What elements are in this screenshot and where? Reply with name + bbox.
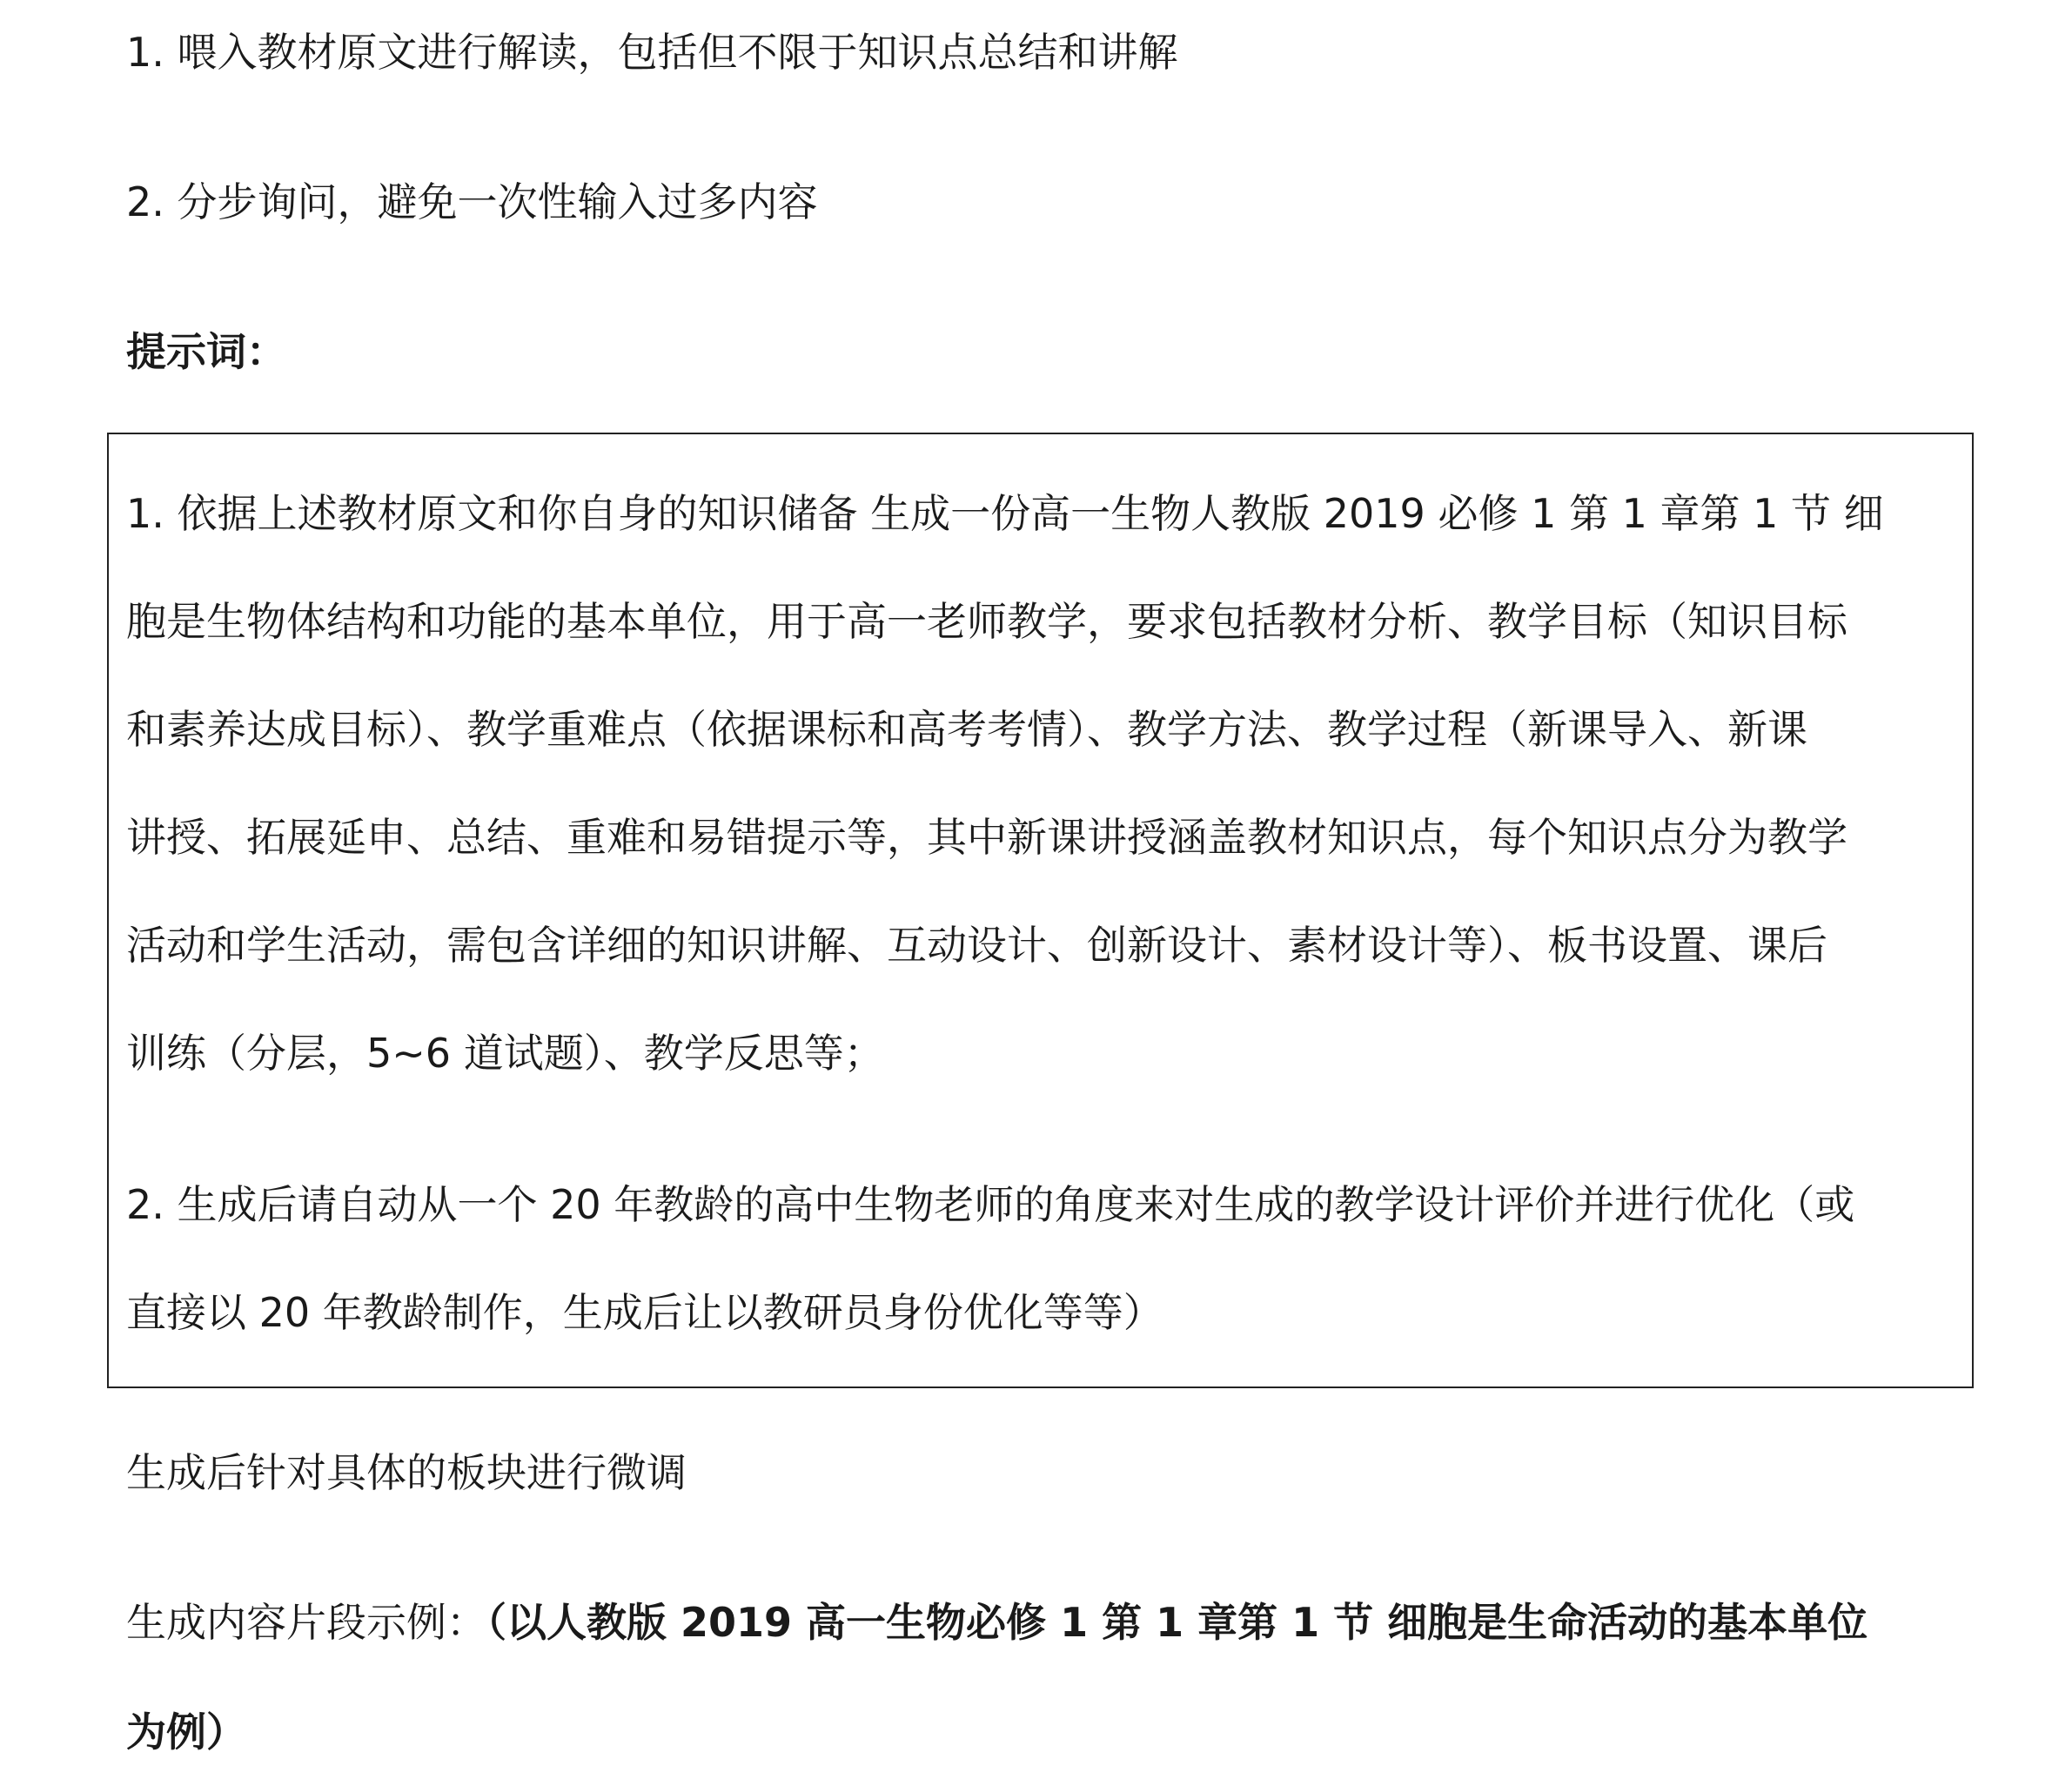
intro-item-2: 2. 分步询问，避免一次性输入过多内容 [126, 178, 818, 225]
prompt-box [107, 433, 1974, 1388]
prompt-heading: 提示词： [126, 328, 286, 375]
prompt-item-1-line-6: 训练（分层，5~6 道试题）、教学反思等； [126, 1030, 884, 1077]
example-label: 生成内容片段示例： [126, 1599, 486, 1646]
example-bold-2: 为例） [126, 1709, 246, 1756]
intro-item-1: 1. 喂入教材原文进行解读，包括但不限于知识点总结和讲解 [126, 29, 1178, 76]
prompt-item-1-line-1: 1. 依据上述教材原文和你自身的知识储备 生成一份高一生物人教版 2019 必修 1 第 1 章第 1 节 细 [126, 490, 1884, 537]
prompt-item-1-line-3: 和素养达成目标）、教学重难点（依据课标和高考考情）、教学方法、教学过程（新课导入、新课 [126, 706, 1807, 753]
prompt-item-2-line-2: 直接以 20 年教龄制作，生成后让以教研员身份优化等等） [126, 1289, 1163, 1336]
example-bold-1: （以人教版 2019 高一生物必修 1 第 1 章第 1 节 细胞是生命活动的基本单位 [486, 1599, 1868, 1646]
prompt-item-2-line-1: 2. 生成后请自动从一个 20 年教龄的高中生物老师的角度来对生成的教学设计评价并进行优化（或 [126, 1181, 1855, 1228]
prompt-item-1-line-2: 胞是生物体结构和功能的基本单位，用于高一老师教学，要求包括教材分析、教学目标（知识目标 [126, 598, 1847, 645]
after-note: 生成后针对具体的板块进行微调 [126, 1449, 687, 1496]
prompt-item-1-line-5: 活动和学生活动，需包含详细的知识讲解、互动设计、创新设计、素材设计等）、板书设置、课后 [126, 922, 1827, 969]
example-line-1 [126, 1595, 1867, 1650]
prompt-item-1-line-4: 讲授、拓展延申、总结、重难和易错提示等，其中新课讲授涵盖教材知识点，每个知识点分为教学 [126, 814, 1847, 861]
